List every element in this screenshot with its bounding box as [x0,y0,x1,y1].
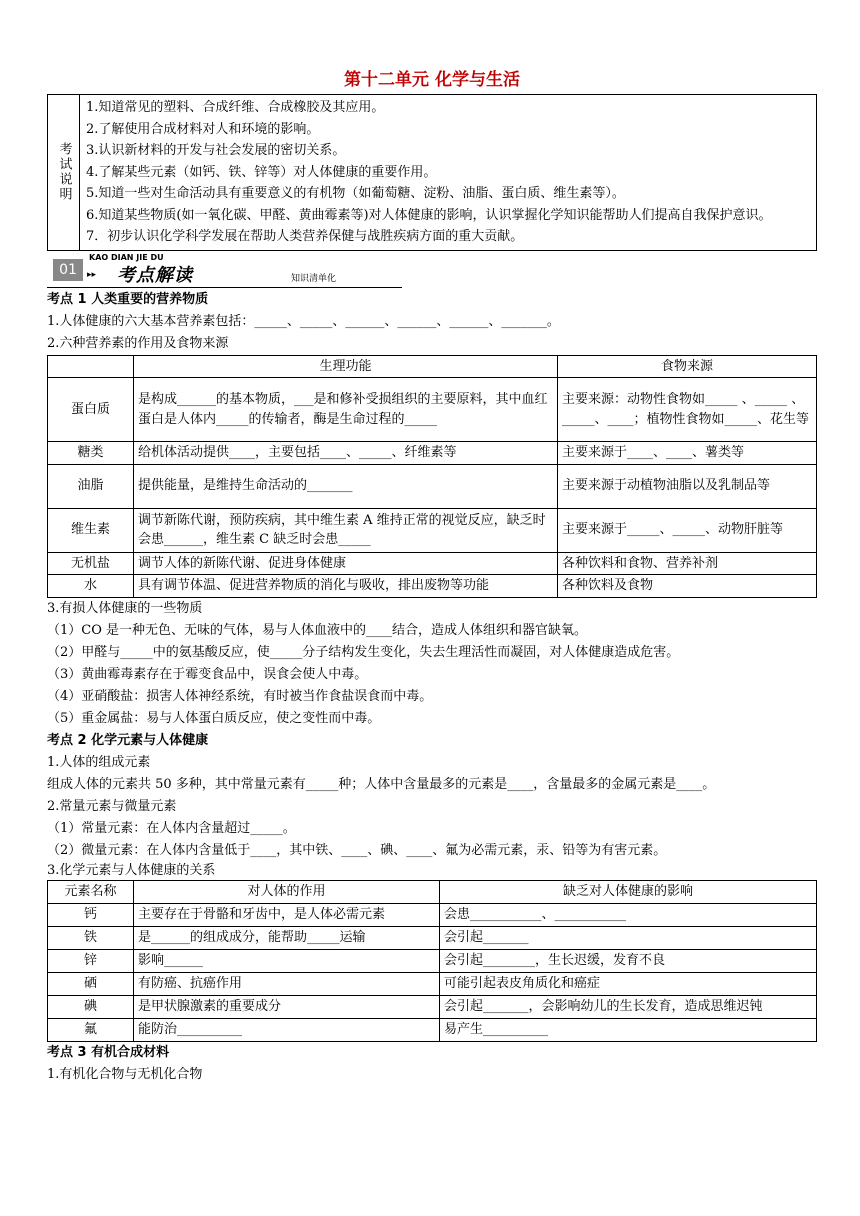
table-header-cell: 对人体的作用 [134,880,440,903]
exam-description-table [47,94,817,251]
banner-subtitle: 知识清单化 [291,273,337,284]
table-row [48,903,817,926]
paragraph: 组成人体的元素共 50 多种，其中常量元素有_____种；人体中含量最多的元素是____，含量最多的金属元素是____。 [47,776,716,792]
banner-number-badge: 01 [53,259,83,281]
table-row [48,442,817,465]
element-role: 有防癌、抗癌作用 [134,972,440,995]
harm-item: （1）CO 是一种无色、无味的气体，易与人体血液中的____结合，造成人体组织和器官缺氧。 [47,622,588,638]
element-name: 硒 [48,972,134,995]
section-heading-1: 考点 1 人类重要的营养物质 [47,291,209,307]
element-table [47,880,817,1042]
element-lack: 可能引起表皮角质化和癌症 [440,972,817,995]
page-title: 第十二单元 化学与生活 [344,70,520,90]
table-row [48,995,817,1018]
table-header-cell [48,355,134,378]
paragraph: 1.人体的组成元素 [47,754,151,770]
paragraph: 1.人体健康的六大基本营养素包括：_____、_____、______、______、______、_______。 [47,313,560,329]
nutrient-name: 水 [48,575,134,598]
nutrient-function: 是构成______的基本物质，___是和修补受损组织的主要原料，其中血红蛋白是人体内_____的传输者，酶是生命过程的_____ [134,378,558,442]
table-row [48,972,817,995]
exam-item: 3.认识新材料的开发与社会发展的密切关系。 [86,143,346,158]
paragraph: （1）常量元素：在人体内含量超过_____。 [47,820,296,836]
nutrient-source: 主要来源于动植物油脂以及乳制品等 [558,464,817,508]
nutrient-name: 蛋白质 [48,378,134,442]
nutrient-source: 各种饮料和食物、营养补剂 [558,552,817,575]
exam-item: 5.知道一些对生命活动具有重要意义的有机物（如葡萄糖、淀粉、油脂、蛋白质、维生素等）。 [86,186,625,201]
element-name: 钙 [48,903,134,926]
element-lack: 会引起________，生长迟缓，发育不良 [440,949,817,972]
element-name: 碘 [48,995,134,1018]
element-role: 能防治__________ [134,1018,440,1041]
exam-item: 7．初步认识化学科学发展在帮助人类营养保健与战胜疾病方面的重大贡献。 [86,229,524,244]
nutrient-function: 调节新陈代谢，预防疾病，其中维生素 A 维持正常的视觉反应，缺乏时会患______，维生素 C 缺乏时会患_____ [134,508,558,552]
table-header-cell: 食物来源 [558,355,817,378]
document-page [47,0,817,1086]
paragraph: 3.有损人体健康的一些物质 [47,600,203,616]
nutrient-source: 各种饮料及食物 [558,575,817,598]
exam-item: 4.了解某些元素（如钙、铁、锌等）对人体健康的重要作用。 [86,164,437,180]
exam-item: 1.知道常见的塑料、合成纤维、合成橡胶及其应用。 [86,100,385,115]
table-header-row [48,880,817,903]
table-header-cell: 缺乏对人体健康的影响 [440,880,817,903]
exam-item: 6.知道某些物质(如一氧化碳、甲醛、黄曲霉素等)对人体健康的影响，认识掌握化学知识能帮助人们提高自我保护意识。 [86,207,772,223]
nutrient-name: 维生素 [48,508,134,552]
exam-content [80,95,817,251]
paragraph: 2.六种营养素的作用及食物来源 [47,335,229,351]
element-role: 是______的组成成分，能帮助_____运输 [134,926,440,949]
nutrient-source: 主要来源于_____、_____、动物肝脏等 [558,508,817,552]
paragraph: 1.有机化合物与无机化合物 [47,1066,203,1082]
nutrient-function: 提供能量，是维持生命活动的_______ [134,464,558,508]
table-row [48,508,817,552]
nutrient-name: 无机盐 [48,552,134,575]
section-banner [47,253,817,289]
banner-title: 考点解读 [117,264,193,286]
table-header-row [48,355,817,378]
paragraph: （2）微量元素：在人体内含量低于____，其中铁、____、碘、____、氟为必需元素，汞、铅等为有害元素。 [47,842,667,858]
element-lack: 会引起_______，会影响幼儿的生长发育，造成思维迟钝 [440,995,817,1018]
banner-english: KAO DIAN JIE DU [89,252,164,262]
nutrient-name: 油脂 [48,464,134,508]
table-header-cell: 元素名称 [48,880,134,903]
harm-item: （3）黄曲霉毒素存在于霉变食品中，误食会使人中毒。 [47,666,368,682]
element-lack: 会患___________、___________ [440,903,817,926]
element-name: 铁 [48,926,134,949]
table-row [48,552,817,575]
table-header-cell: 生理功能 [134,355,558,378]
nutrient-source: 主要来源于____、____、薯类等 [558,442,817,465]
element-role: 是甲状腺激素的重要成分 [134,995,440,1018]
harm-item: （5）重金属盐：易与人体蛋白质反应，使之变性而中毒。 [47,710,381,726]
element-name: 氟 [48,1018,134,1041]
nutrient-function: 给机体活动提供____，主要包括____、_____、纤维素等 [134,442,558,465]
nutrient-table [47,355,817,598]
table-row [48,464,817,508]
element-role: 影响______ [134,949,440,972]
nutrient-function: 具有调节体温、促进营养物质的消化与吸收，排出废物等功能 [134,575,558,598]
exam-item: 2.了解使用合成材料对人和环境的影响。 [86,121,320,137]
arrow-icon: ▸▸ [87,269,97,280]
element-name: 锌 [48,949,134,972]
paragraph: 3.化学元素与人体健康的关系 [47,862,216,878]
table-row [48,575,817,598]
nutrient-name: 糖类 [48,442,134,465]
table-row [48,378,817,442]
table-row [48,926,817,949]
section-heading-3: 考点 3 有机合成材料 [47,1044,170,1060]
harm-item: （4）亚硝酸盐：损害人体神经系统，有时被当作食盐误食而中毒。 [47,688,433,704]
element-role: 主要存在于骨骼和牙齿中，是人体必需元素 [134,903,440,926]
nutrient-function: 调节人体的新陈代谢、促进身体健康 [134,552,558,575]
table-row [48,1018,817,1041]
table-row [48,949,817,972]
banner-divider [47,287,402,288]
nutrient-source: 主要来源：动物性食物如_____ 、_____ 、_____、____；植物性食物如_____、花生等 [558,378,817,442]
section-heading-2: 考点 2 化学元素与人体健康 [47,732,209,748]
harm-item: （2）甲醛与_____中的氨基酸反应，使_____分子结构发生变化，失去生理活性而凝固，对人体健康造成危害。 [47,644,680,660]
exam-label: 考试说明 [48,95,80,251]
paragraph: 2.常量元素与微量元素 [47,798,177,814]
element-lack: 会引起_______ [440,926,817,949]
element-lack: 易产生__________ [440,1018,817,1041]
